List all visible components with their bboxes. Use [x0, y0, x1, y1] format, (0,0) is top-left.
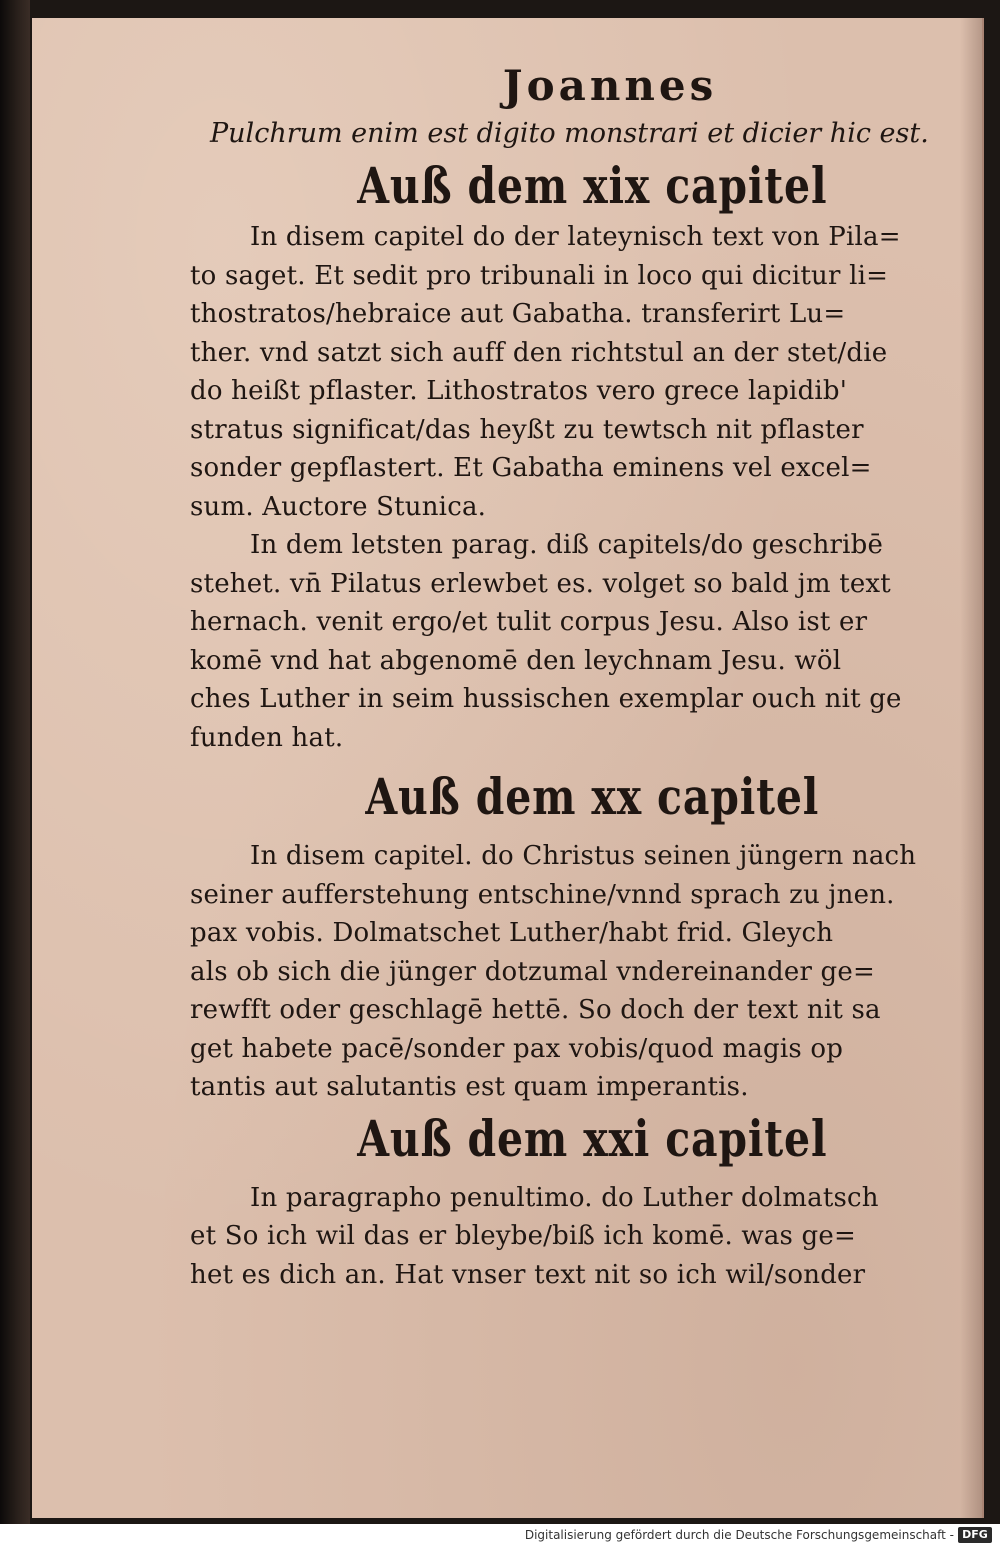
- text-line: tantis aut salutantis est quam imperantis.: [190, 1072, 749, 1102]
- text-line: ches Luther in seim hussischen exemplar ouch nit ge: [190, 684, 902, 714]
- text-line: do heißt pflaster. Lithostratos vero grece lapidib': [190, 376, 848, 406]
- text-line: sum. Auctore Stunica.: [190, 491, 487, 522]
- text-line: to saget. Et sedit pro tribunali in loco qui dicitur li=: [190, 260, 889, 291]
- funding-credit: Digitalisierung gefördert durch die Deutsche Forschungsgemeinschaft -: [524, 1528, 954, 1542]
- text-line: In disem capitel do der lateynisch text von Pila=: [250, 222, 901, 252]
- text-line: get habete pacē/sonder pax vobis/quod magis op: [190, 1033, 844, 1064]
- book-page: [32, 18, 984, 1518]
- paragraph: [190, 837, 970, 1107]
- section-heading: Auß dem xx capitel: [365, 767, 820, 826]
- text-line: In disem capitel. do Christus seinen jüngern nach: [250, 841, 917, 871]
- section-xx: [190, 765, 970, 1107]
- text-line: ther. vnd satzt sich auff den richtstul an der stet/die: [190, 337, 888, 368]
- section-xix: [190, 154, 970, 757]
- section-heading: Auß dem xix capitel: [357, 156, 828, 215]
- text-line: hernach. venit ergo/et tulit corpus Jesu. Also ist er: [190, 607, 868, 637]
- section-heading: Auß dem xxi capitel: [357, 1108, 828, 1168]
- text-line: stehet. vn̄ Pilatus erlewbet es. volget so bald jm text: [190, 568, 891, 599]
- text-line: thostratos/hebraice aut Gabatha. transferirt Lu=: [190, 299, 846, 329]
- text-line: rewfft oder geschlagē hettē. So doch der text nit sa: [190, 995, 881, 1025]
- text-line: komē vnd hat abgenomē den leychnam Jesu. wöl: [190, 645, 842, 676]
- text-line: et So ich wil das er bleybe/biß ich komē. was ge=: [190, 1221, 856, 1251]
- text-block: [190, 58, 970, 1294]
- motto: Pulchrum enim est digito monstrari et dicier hic est.: [210, 118, 929, 149]
- text-line: pax vobis. Dolmatschet Luther/habt frid. Gleych: [190, 918, 834, 948]
- text-line: In paragrapho penultimo. do Luther dolmatsch: [250, 1182, 879, 1213]
- text-line: funden hat.: [190, 722, 344, 753]
- footer-bar: [0, 1524, 1000, 1546]
- text-line: als ob sich die jünger dotzumal vndereinander ge=: [190, 956, 875, 987]
- paragraph: [190, 1179, 970, 1295]
- paragraph: [190, 526, 970, 757]
- text-line: seiner aufferstehung entschine/vnnd sprach zu jnen.: [190, 879, 895, 910]
- text-line: het es dich an. Hat vnser text nit so ich wil/sonder: [190, 1259, 866, 1290]
- text-line: stratus significat/das heyßt zu tewtsch nit pflaster: [190, 414, 864, 445]
- text-line: sonder gepflastert. Et Gabatha eminens vel excel=: [190, 453, 872, 483]
- section-xxi: [190, 1107, 970, 1295]
- book-spine: [0, 0, 30, 1524]
- text-line: In dem letsten parag. diß capitels/do geschribē: [250, 530, 884, 560]
- running-head: Joannes: [502, 61, 718, 110]
- dfg-logo: DFG: [958, 1527, 992, 1543]
- paragraph: [190, 218, 970, 526]
